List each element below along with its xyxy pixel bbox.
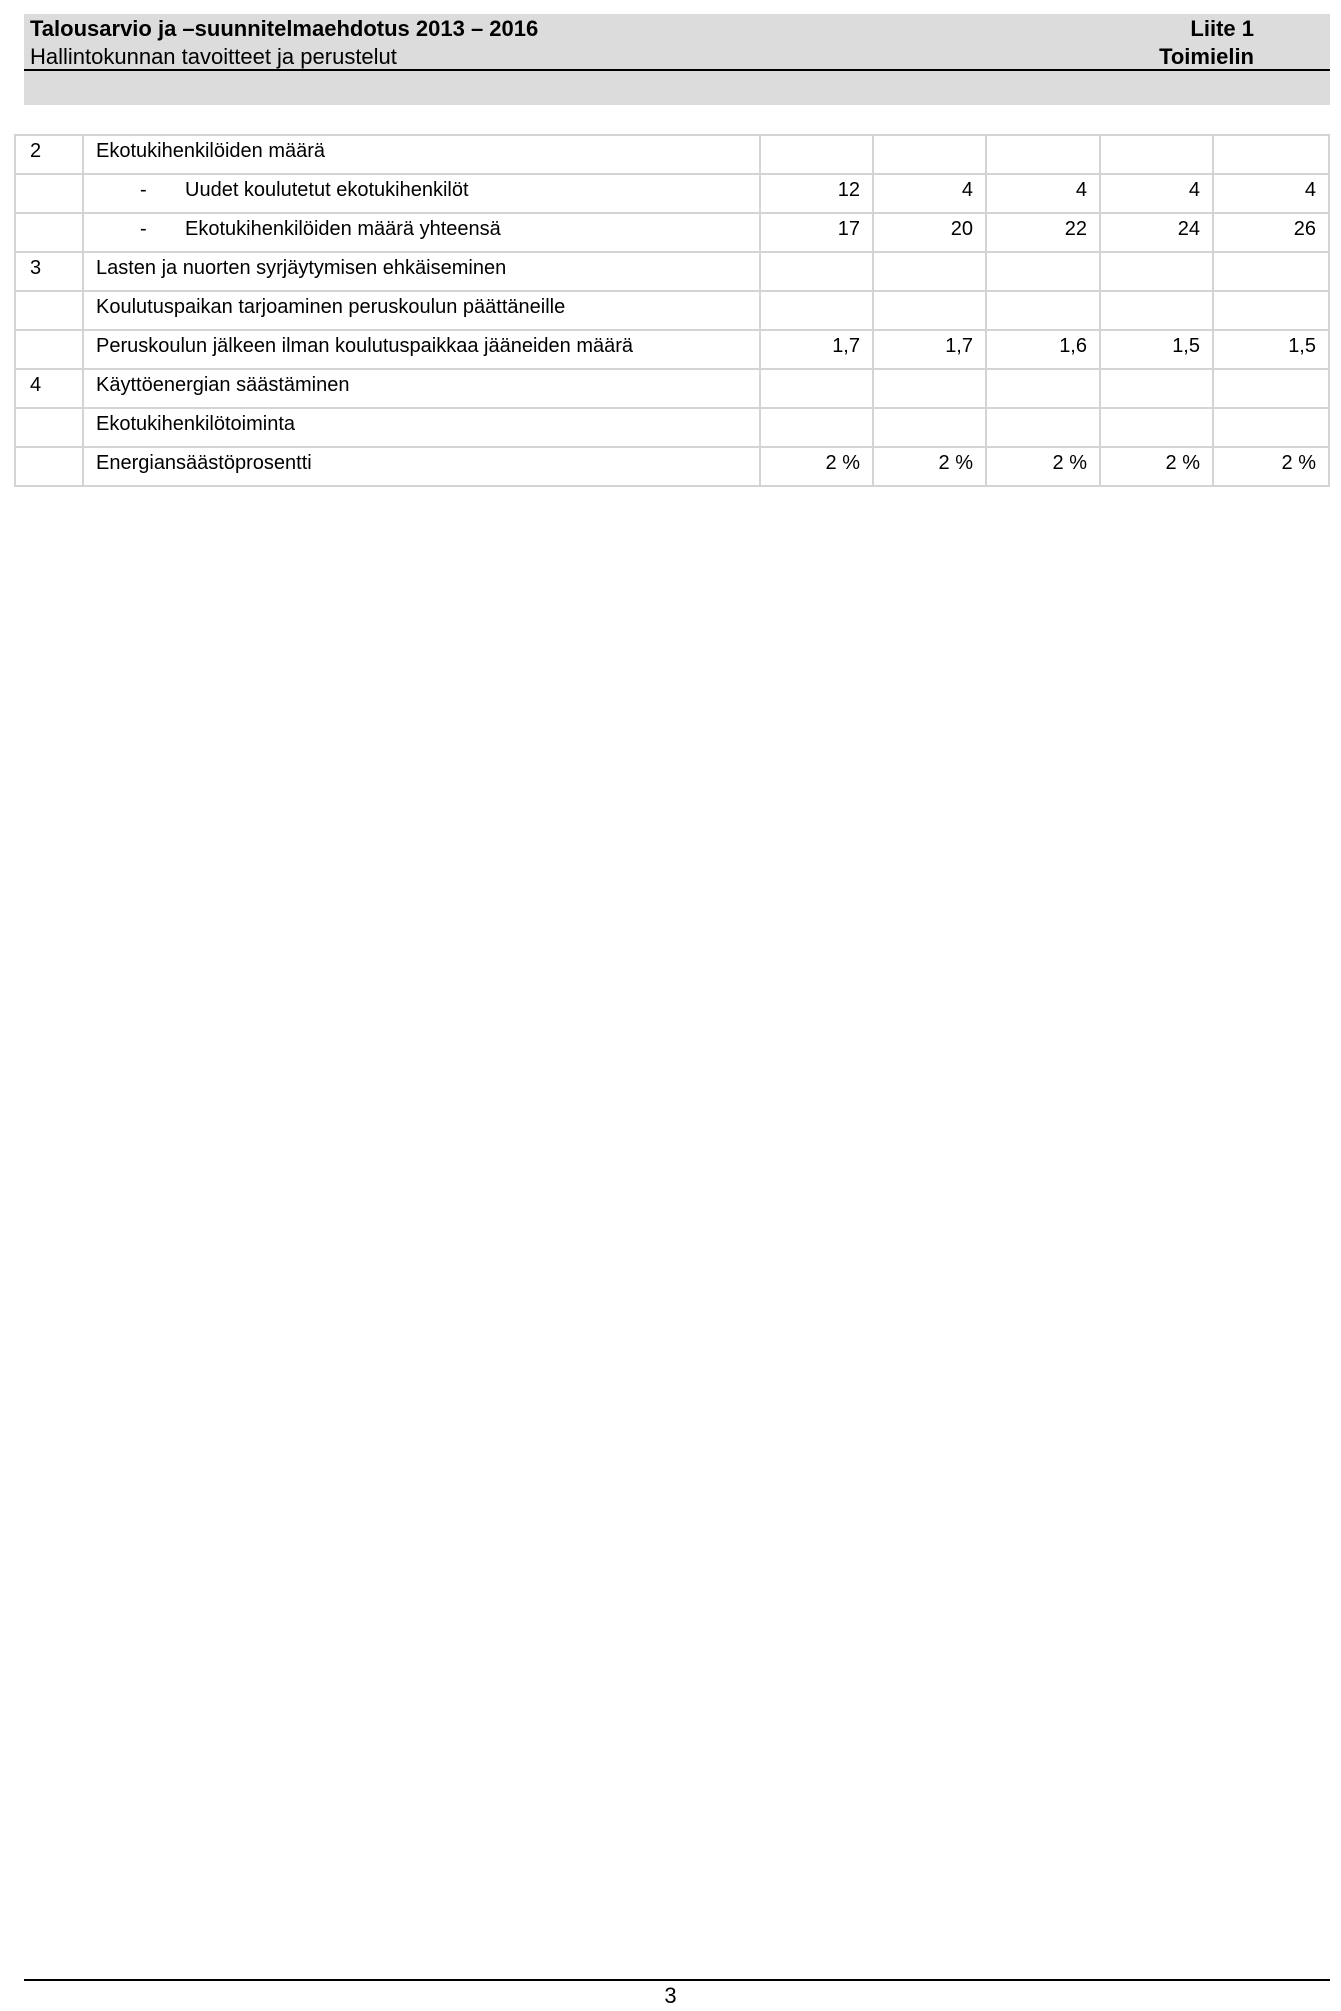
value-cell: 1,5 bbox=[1100, 330, 1213, 369]
value-cell: 4 bbox=[1213, 174, 1329, 213]
value-cell bbox=[986, 252, 1100, 291]
value-cell bbox=[873, 135, 986, 174]
value-cell bbox=[873, 252, 986, 291]
row-number-cell bbox=[15, 213, 83, 252]
value-cell bbox=[1213, 408, 1329, 447]
row-label: Lasten ja nuorten syrjäytymisen ehkäiseminen bbox=[96, 257, 507, 279]
row-number-cell bbox=[15, 447, 83, 486]
row-label: Energiansäästöprosentti bbox=[96, 452, 312, 474]
value-cell bbox=[1213, 291, 1329, 330]
value-cell: 2 % bbox=[760, 447, 873, 486]
row-label-cell bbox=[83, 330, 760, 369]
row-label-cell bbox=[83, 291, 760, 330]
list-dash: - bbox=[140, 179, 147, 201]
page-number: 3 bbox=[664, 1983, 677, 2008]
table-row bbox=[15, 369, 1329, 408]
value-cell bbox=[1213, 369, 1329, 408]
value-cell: 4 bbox=[1100, 174, 1213, 213]
value-cell bbox=[1100, 252, 1213, 291]
document-title: Talousarvio ja –suunnitelmaehdotus 2013 – 2016 bbox=[30, 16, 539, 41]
value-cell bbox=[1213, 135, 1329, 174]
row-label: Ekotukihenkilötoiminta bbox=[96, 413, 295, 435]
table-row bbox=[15, 291, 1329, 330]
attachment-label: Liite 1 bbox=[1190, 16, 1254, 41]
value-cell: 1,7 bbox=[760, 330, 873, 369]
row-label: Koulutuspaikan tarjoaminen peruskoulun päättäneille bbox=[96, 296, 566, 318]
row-label: Uudet koulutetut ekotukihenkilöt bbox=[185, 179, 469, 201]
value-cell: 2 % bbox=[873, 447, 986, 486]
value-cell bbox=[760, 408, 873, 447]
value-cell: 2 % bbox=[986, 447, 1100, 486]
value-cell bbox=[873, 369, 986, 408]
row-label-cell bbox=[83, 252, 760, 291]
row-label-cell bbox=[83, 174, 760, 213]
value-cell: 2 % bbox=[1213, 447, 1329, 486]
value-cell bbox=[1213, 252, 1329, 291]
value-cell bbox=[760, 135, 873, 174]
row-number-cell: 2 bbox=[15, 135, 83, 174]
value-cell: 20 bbox=[873, 213, 986, 252]
value-cell: 17 bbox=[760, 213, 873, 252]
row-number-cell bbox=[15, 291, 83, 330]
row-label: Peruskoulun jälkeen ilman koulutuspaikkaa jääneiden määrä bbox=[96, 335, 634, 357]
row-number-cell bbox=[15, 408, 83, 447]
value-cell: 12 bbox=[760, 174, 873, 213]
page-header bbox=[24, 14, 1330, 71]
table-row bbox=[15, 174, 1329, 213]
value-cell: 4 bbox=[873, 174, 986, 213]
row-label-cell bbox=[83, 213, 760, 252]
body-name-label: Toimielin bbox=[1159, 44, 1254, 69]
value-cell bbox=[986, 291, 1100, 330]
row-label-cell bbox=[83, 447, 760, 486]
value-cell bbox=[1100, 408, 1213, 447]
table-row bbox=[15, 447, 1329, 486]
document-subtitle: Hallintokunnan tavoitteet ja perustelut bbox=[30, 44, 397, 69]
value-cell bbox=[760, 369, 873, 408]
goals-table-body bbox=[15, 135, 1329, 486]
value-cell: 24 bbox=[1100, 213, 1213, 252]
row-label: Ekotukihenkilöiden määrä bbox=[96, 140, 326, 162]
row-number-cell: 4 bbox=[15, 369, 83, 408]
table-row bbox=[15, 135, 1329, 174]
table-row bbox=[15, 408, 1329, 447]
row-label-cell bbox=[83, 135, 760, 174]
list-dash: - bbox=[140, 218, 147, 240]
row-label: Käyttöenergian säästäminen bbox=[96, 374, 350, 396]
footer-rule bbox=[24, 1979, 1330, 1981]
value-cell: 1,5 bbox=[1213, 330, 1329, 369]
value-cell bbox=[1100, 369, 1213, 408]
value-cell: 2 % bbox=[1100, 447, 1213, 486]
goals-table bbox=[14, 134, 1330, 487]
table-row bbox=[15, 330, 1329, 369]
value-cell: 26 bbox=[1213, 213, 1329, 252]
value-cell bbox=[760, 252, 873, 291]
header-shaded-band bbox=[24, 71, 1330, 105]
row-label-cell bbox=[83, 408, 760, 447]
value-cell bbox=[760, 291, 873, 330]
value-cell: 1,6 bbox=[986, 330, 1100, 369]
value-cell bbox=[986, 408, 1100, 447]
table-row bbox=[15, 252, 1329, 291]
row-label-cell bbox=[83, 369, 760, 408]
table-row bbox=[15, 213, 1329, 252]
value-cell bbox=[986, 369, 1100, 408]
row-number-cell: 3 bbox=[15, 252, 83, 291]
value-cell bbox=[873, 408, 986, 447]
value-cell: 1,7 bbox=[873, 330, 986, 369]
value-cell: 22 bbox=[986, 213, 1100, 252]
value-cell bbox=[1100, 135, 1213, 174]
row-number-cell bbox=[15, 174, 83, 213]
value-cell bbox=[1100, 291, 1213, 330]
row-label: Ekotukihenkilöiden määrä yhteensä bbox=[185, 218, 501, 240]
value-cell: 4 bbox=[986, 174, 1100, 213]
value-cell bbox=[873, 291, 986, 330]
value-cell bbox=[986, 135, 1100, 174]
row-number-cell bbox=[15, 330, 83, 369]
